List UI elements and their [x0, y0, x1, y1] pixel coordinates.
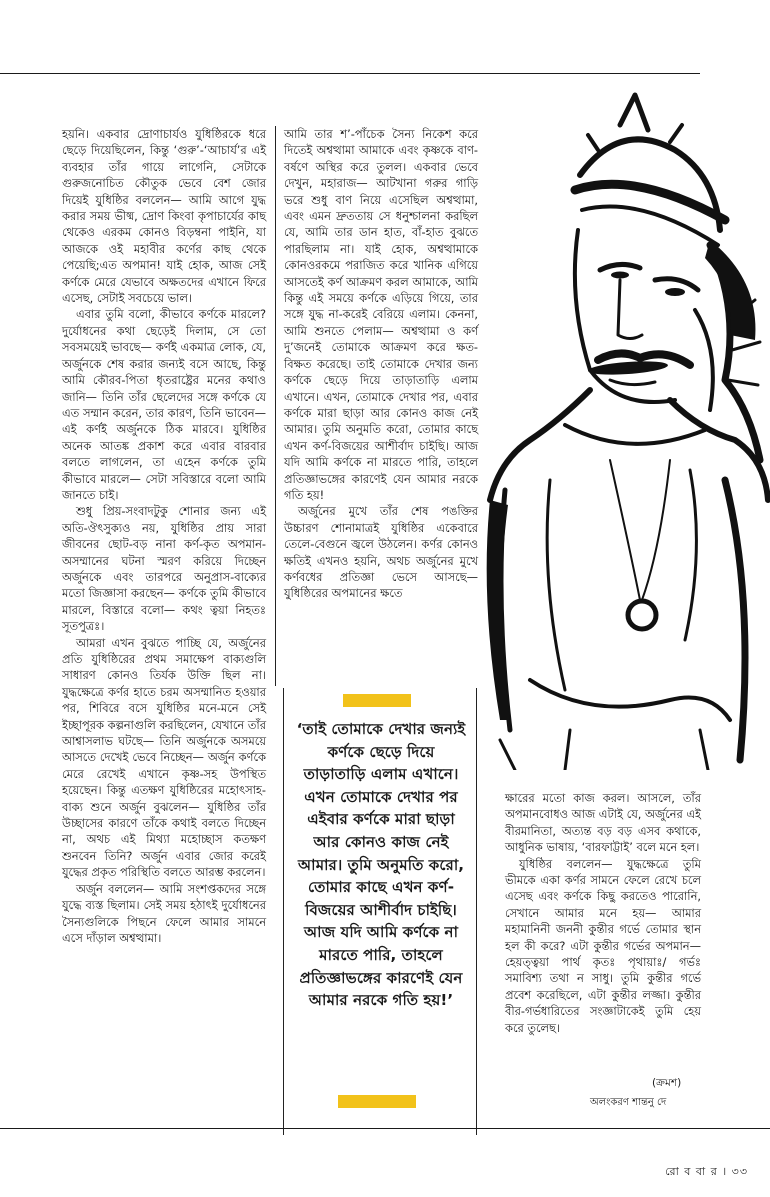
- continued-note: (ক্রমশ): [652, 1077, 682, 1089]
- article-column-1: [62, 126, 266, 946]
- pull-quote-bottom-bar: [338, 1095, 416, 1108]
- article-column-3: [505, 790, 701, 1036]
- warrior-illustration: [470, 80, 770, 770]
- paragraph: অর্জুনের মুখে তাঁর শেষ পঙক্তির উচ্চারণ শোনামাত্রই যুধিষ্ঠির একেবারে তেলে-বেগুনে জ্বলে উঠলেন। কর্ণর কোনও ক্ষতিই এখনও হয়নি, অথচ অর্জুনের মুখে কর্ণবধের প্রতিজ্ঞা ভেসে আসছে— যুধিষ্ঠিরের অপমানের ক্ষতে: [284, 504, 478, 601]
- page-footer: রো ব বা র । ৩৩: [665, 1165, 748, 1178]
- bottom-rule: [0, 1128, 770, 1129]
- illustration-credit: অলংকরণ শান্তনু দে: [590, 1097, 667, 1108]
- paragraph: যুধিষ্ঠির বললেন— যুদ্ধক্ষেত্রে তুমি ভীমকে একা কর্ণর সামনে ফেলে রেখে চলে এসেছ এবং কর্ণকে কিছু করতেও পারোনি, সেখানে আমার মনে হয়— আমার মহামানিনী জননী কুন্তীর গর্ভে তোমার স্থান হল কী করে? এটা কুন্তীর গর্ভের অপমান— হেয়ত্ত্বয়া পার্থ কৃতঃ পৃথায়াঃ/ গর্ভঃ সমাবিশ্য তথা ন সাধু। তুমি কুন্তীর গর্ভে প্রবেশ করেছিলে, এটা কুন্তীর লজ্জা। কুন্তীর বীর-গর্ভধারিতের সংজ্ঞাটাকেই তুমি হেয় করে তুলেছ।: [505, 856, 701, 1035]
- paragraph: আমি তার শ’-পাঁচেক সৈন্য নিকেশ করে দিতেই অশ্বত্থামা আমাকে এবং কৃষ্ণকে বাণ-বর্ষণে অস্থির করে তুলল। একবার ভেবে দেখুন, মহারাজ— আটখানা গরুর গাড়ি ভরে শুধু বাণ নিয়ে এসেছিল অশ্বত্থামা, এবং এমন দ্রুততায় সে ধনুশ্চালনা করছিল যে, আমি তার ডান হাত, বাঁ-হাত বুঝতে পারছিলাম না। যাই হোক, অশ্বত্থামাকে কোনওরকমে পরাজিত করে খানিক এগিয়ে আসতেই কর্ণ আক্রমণ করল আমাকে, আমি কিন্তু এই সময়ে কর্ণকে এড়িয়ে গিয়ে, তার সঙ্গে যুদ্ধ না-করেই বেরিয়ে এলাম। কেননা, আমি শুনতে পেলাম— অশ্বত্থামা ও কর্ণ দু’জনেই তোমাকে আক্রমণ করে ক্ষত-বিক্ষত করেছে। তাই তোমাকে দেখার জন্য কর্ণকে ছেড়ে দিয়ে তাড়াতাড়ি এলাম এখানে। এখন, তোমাকে দেখার পর, এবার কর্ণকে মারা ছাড়া আর কোনও কাজ নেই আমার। তুমি অনুমতি করো, তোমার কাছে এখন কর্ণ-বিজয়ের আশীর্বাদ চাইছি। আজ যদি আমি কর্ণকে না মারতে পারি, তাহলে প্রতিজ্ঞাভঙ্গের কারণেই যেন আমার নরকে গতি হয়!: [284, 127, 478, 502]
- article-column-2: [284, 126, 478, 602]
- column-divider: [275, 126, 276, 686]
- pull-quote-top-bar: [343, 694, 411, 707]
- paragraph: অর্জুন বললেন— আমি সংশপ্তকদের সঙ্গে যুদ্ধে ব্যস্ত ছিলাম। সেই সময় হঠাৎই দুর্যোধনের সৈন্যগুলিকে পিছনে ফেলে আমার সামনে এসে দাঁড়াল অশ্বত্থামা।: [62, 881, 266, 945]
- top-rule: [0, 73, 700, 74]
- paragraph: ক্ষারের মতো কাজ করল। আসলে, তাঁর অপমানবোধও আজ এটাই যে, অর্জুনের এই বীরমানিতা, অত্যন্ত বড় বড় এসব কথাকে, আধুনিক ভাষায়, ‘বারফাট্টাই’ বলে মনে হল।: [505, 791, 701, 855]
- paragraph: এবার তুমি বলো, কীভাবে কর্ণকে মারলে? দুর্যোধনের কথা ছেড়েই দিলাম, সে তো সবসময়েই ভাবছে— কর্ণই একমাত্র লোক, যে, অর্জুনকে শেষ করার জন্যই বসে আছে, কিন্তু আমি কৌরব-পিতা ধৃতরাষ্ট্রের মনের কথাও জানি— তিনি তাঁর ছেলেদের সঙ্গে কর্ণকে যে এত সম্মান করেন, তার কারণ, তিনি ভাবেন— এই কর্ণই অর্জুনকে ঠিক মারবে। যুধিষ্ঠির অনেক আতঙ্ক প্রকাশ করে এবার বারবার বলতে লাগলেন, তা এহেন কর্ণকে তুমি কীভাবে মারলে— সেটা সবিস্তারে বলো আমি জানতে চাই।: [62, 307, 266, 502]
- paragraph: শুধু প্রিয়-সংবাদটুকু শোনার জন্য এই অতি-ঔৎসুক্যও নয়, যুধিষ্ঠির প্রায় সারা জীবনের ছোট-বড় নানা কর্ণ-কৃত অপমান-অসম্মানের ঘটনা স্মরণ করিয়ে দিচ্ছেন অর্জুনকে এবং তারপরে অনুপ্রাস-বাক্যের মতো জিজ্ঞাসা করছেন— কর্ণকে তুমি কীভাবে মারলে, বিস্তারে বলো— কথং ত্বয়া নিহতঃ সূতপুত্রঃ।: [62, 504, 266, 634]
- pull-quote: ‘তাই তোমাকে দেখার জন্যই কর্ণকে ছেড়ে দিয়ে তাড়াতাড়ি এলাম এখানে। এখন তোমাকে দেখার পর এইবার কর্ণকে মারা ছাড়া আর কোনও কাজ নেই আমার। তুমি অনুমতি করো, তোমার কাছে এখন কর্ণ-বিজয়ের আশীর্বাদ চাইছি। আজ যদি আমি কর্ণকে না মারতে পারি, তাহলে প্রতিজ্ঞাভঙ্গের কারণেই যেন আমার নরকে গতি হয়!’: [296, 720, 466, 1010]
- paragraph: হয়নি। একবার দ্রোণাচার্যও যুধিষ্ঠিরকে ধরে ছেড়ে দিয়েছিলেন, কিন্তু ‘গুরু’-‘আচার্য’র এই ব্যবহার তাঁর গায়ে লাগেনি, সেটাকে গুরুজনোচিত কৌতুক ভেবে বেশ জোর দিয়েই যুধিষ্ঠির বললেন— আমি আগে যুদ্ধ করার সময় ভীষ্ম, দ্রোণ কিংবা কৃপাচার্যের কাছ থেকেও এরকম কোনও বিড়ম্বনা পাইনি, যা আজকে ওই মহাবীর কর্ণের কাছ থেকে পেয়েছি;এত অপমান! যাই হোক, আজ সেই কর্ণকে মেরে যেভাবে অক্ষতদের এখানে ফিরে এসেছ, সেটাই সবচেয়ে ভাল।: [62, 127, 266, 306]
- paragraph: আমরা এখন বুঝতে পাচ্ছি যে, অর্জুনের প্রতি যুধিষ্ঠিরের প্রথম সমাক্ষেপ বাক্যগুলি সাধারণ কোনও তির্যক উক্তি ছিল না। যুদ্ধক্ষেত্রে কর্ণর হাতে চরম অসম্মানিত হওয়ার পর, শিবিরে বসে যুধিষ্ঠির মনে-মনে সেই ইচ্ছাপূরক কল্পনাগুলি করছিলেন, যেখানে তাঁর আশ্বাসলাভ ঘটছে— তিনি অর্জুনকে অসময়ে আসতে দেখেই ভেবে নিচ্ছেন— অর্জুন কর্ণকে মেরে রেখেই এখানে কৃষ্ণ-সহ উপস্থিত হয়েছেন। কিন্তু এতক্ষণ যুধিষ্ঠিরের মহোৎসাহ-বাক্য শুনে অর্জুন বুঝলেন— যুধিষ্ঠির তাঁর উচ্ছাসের কারণে তাঁকে কথাই বলতে দিচ্ছেন না, অথচ এই মিথ্যা মহোচ্ছাস কতক্ষণ শুনবেন তিনি? অর্জুন এবার জোর করেই যুদ্ধের প্রকৃত পরিস্থিতি বলতে আরম্ভ করলেন।: [62, 635, 266, 880]
